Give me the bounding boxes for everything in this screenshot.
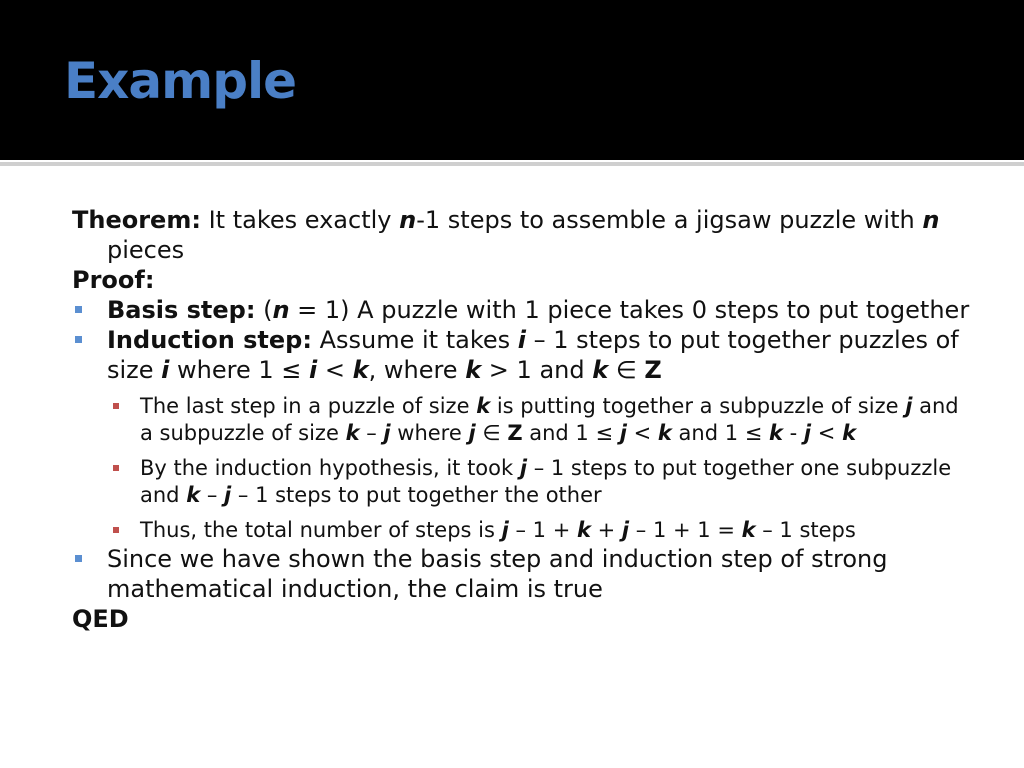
- induction-text: Assume it takes: [311, 326, 518, 354]
- sub-text: <: [626, 421, 658, 445]
- var-k: k: [741, 518, 756, 542]
- var-k: k: [769, 421, 783, 445]
- basis-text: (: [255, 296, 273, 324]
- title-bar: [0, 0, 1024, 160]
- var-i: i: [517, 326, 526, 354]
- theorem-text: It takes exactly: [200, 206, 400, 234]
- square-bullet-icon: [75, 555, 82, 562]
- sub-text: ∈: [475, 421, 508, 445]
- sub-text: <: [811, 421, 843, 445]
- sub-item-total: [72, 517, 972, 544]
- basis-step-item: [72, 295, 972, 325]
- sub-text: The last step in a puzzle of size: [140, 394, 477, 418]
- slide-title: Example: [64, 52, 297, 110]
- sub-text: – 1 steps to put together one subpuzzle and: [140, 456, 952, 507]
- square-bullet-icon: [113, 465, 119, 471]
- theorem-label: Theorem:: [72, 206, 201, 234]
- var-j: j: [224, 483, 232, 507]
- title-divider: [0, 162, 1024, 166]
- square-bullet-icon: [113, 527, 119, 533]
- sub-text: and a subpuzzle of size: [140, 394, 959, 445]
- sub-text: –: [200, 483, 225, 507]
- integers-symbol: Z: [644, 356, 662, 384]
- theorem-statement: [72, 205, 972, 265]
- qed-label: QED: [72, 605, 129, 633]
- induction-text: <: [317, 356, 353, 384]
- var-k: k: [186, 483, 201, 507]
- var-k: k: [577, 518, 591, 542]
- sub-text: – 1 +: [508, 518, 577, 542]
- sub-text: +: [590, 518, 622, 542]
- var-j: j: [803, 421, 812, 445]
- var-j: j: [501, 518, 509, 542]
- conclusion-item: [72, 544, 972, 604]
- sub-text: is putting together a subpuzzle of size: [490, 394, 906, 418]
- sub-text: – 1 + 1 =: [629, 518, 742, 542]
- induction-text: > 1 and: [481, 356, 593, 384]
- var-k: k: [592, 356, 609, 384]
- square-bullet-icon: [75, 336, 82, 343]
- induction-text: ∈: [608, 356, 645, 384]
- var-k: k: [476, 394, 491, 418]
- var-k: k: [345, 421, 360, 445]
- induction-text: – 1 steps to put together puzzles of size: [107, 326, 959, 384]
- var-i: i: [309, 356, 318, 384]
- var-j: j: [383, 421, 391, 445]
- integers-symbol: Z: [507, 421, 523, 445]
- square-bullet-icon: [113, 403, 119, 409]
- sub-text: –: [359, 421, 384, 445]
- var-k: k: [657, 421, 672, 445]
- var-j: j: [621, 518, 630, 542]
- slide-body: [72, 205, 972, 634]
- sub-text: and 1 ≤: [522, 421, 620, 445]
- induction-text: , where: [368, 356, 466, 384]
- induction-text: where 1 ≤: [169, 356, 310, 384]
- var-j: j: [468, 421, 476, 445]
- sub-item-hypothesis: [72, 455, 972, 509]
- var-j: j: [519, 456, 528, 480]
- theorem-text: -1 steps to assemble a jigsaw puzzle with: [416, 206, 923, 234]
- var-n: n: [922, 206, 940, 234]
- induction-step-label: Induction step:: [107, 326, 312, 354]
- sub-text: By the induction hypothesis, it took: [140, 456, 520, 480]
- sub-text: -: [782, 421, 804, 445]
- var-n: n: [399, 206, 417, 234]
- sub-text: where: [390, 421, 469, 445]
- conclusion-text: Since we have shown the basis step and induction step of strong mathematical induction, the claim is true: [107, 545, 888, 603]
- proof-label: Proof:: [72, 266, 155, 294]
- sub-text: and 1 ≤: [671, 421, 770, 445]
- square-bullet-icon: [75, 306, 82, 313]
- sub-item-last-step: [72, 393, 972, 447]
- sub-text: – 1 steps: [755, 518, 856, 542]
- basis-step-label: Basis step:: [107, 296, 256, 324]
- basis-text: = 1) A puzzle with 1 piece takes 0 steps to put together: [289, 296, 970, 324]
- theorem-text: pieces: [107, 236, 185, 264]
- var-j: j: [619, 421, 627, 445]
- sub-text: Thus, the total number of steps is: [140, 518, 502, 542]
- var-n: n: [272, 296, 290, 324]
- var-k: k: [465, 356, 482, 384]
- sub-text: – 1 steps to put together the other: [231, 483, 602, 507]
- var-i: i: [161, 356, 170, 384]
- var-j: j: [905, 394, 913, 418]
- var-k: k: [352, 356, 369, 384]
- induction-step-item: [72, 325, 972, 385]
- var-k: k: [842, 421, 857, 445]
